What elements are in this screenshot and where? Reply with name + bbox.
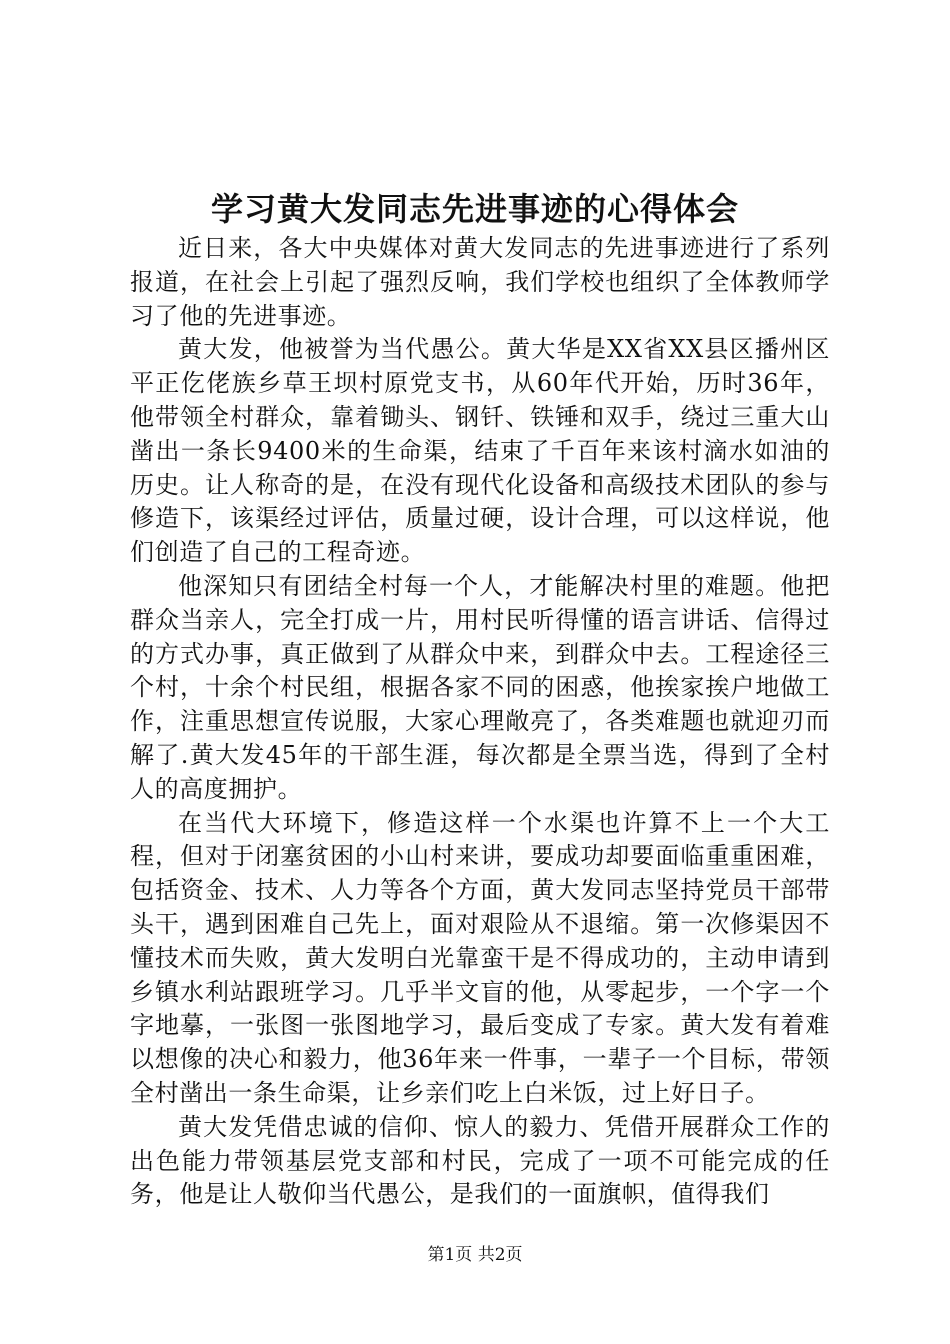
paragraph-1: 近日来，各大中央媒体对黄大发同志的先进事迹进行了系列报道，在社会上引起了强烈反响，我们学校也组织了全体教师学习了他的先进事迹。 [130, 234, 830, 330]
paragraph-5: 黄大发凭借忠诚的信仰、惊人的毅力、凭借开展群众工作的出色能力带领基层党支部和村民，完成了一项不可能完成的任务，他是让人敬仰当代愚公，是我们的一面旗帜，值得我们 [130, 1112, 830, 1209]
paragraph-4: 在当代大环境下，修造这样一个水渠也许算不上一个大工程，但对于闭塞贫困的小山村来讲，要成功却要面临重重困难，包括资金、技术、人力等各个方面，黄大发同志坚持党员干部带头干，遇到困难自己先上，面对艰险从不退缩。第一次修渠因不懂技术而失败，黄大发明白光靠蛮干是不得成功的，主动申请到乡镇水利站跟班学习。几乎半文盲的他，从零起步，一个字一个字地摹，一张图一张图地学习，最后变成了专家。黄大发有着难以想像的决心和毅力，他36年来一件事，一辈子一个目标，带领全村凿出一条生命渠，让乡亲们吃上白米饭，过上好日子。 [130, 808, 830, 1107]
document-body [130, 232, 830, 1212]
paragraph-3: 他深知只有团结全村每一个人，才能解决村里的难题。他把群众当亲人，完全打成一片，用村民听得懂的语言讲话、信得过的方式办事，真正做到了从群众中来，到群众中去。工程途径三个村，十余个村民组，根据各家不同的困惑，他挨家挨户地做工作，注重思想宣传说服，大家心理敞亮了，各类难题也就迎刃而解了.黄大发45年的干部生涯，每次都是全票当选，得到了全村人的高度拥护。 [130, 571, 830, 803]
page-number-footer: 第1页 共2页 [427, 1245, 523, 1265]
document-title: 学习黄大发同志先进事迹的心得体会 [210, 190, 739, 228]
paragraph-2: 黄大发，他被誉为当代愚公。黄大华是XX省XX县区播州区平正仡佬族乡草王坝村原党支书，从60年代开始，历时36年，他带领全村群众，靠着锄头、钢钎、铁锤和双手，绕过三重大山凿出一条长9400米的生命渠，结束了千百年来该村滴水如油的历史。让人称奇的是，在没有现代化设备和高级技术团队的参与修造下，该渠经过评估，质量过硬，设计合理，可以这样说，他们创造了自己的工程奇迹。 [130, 335, 830, 567]
